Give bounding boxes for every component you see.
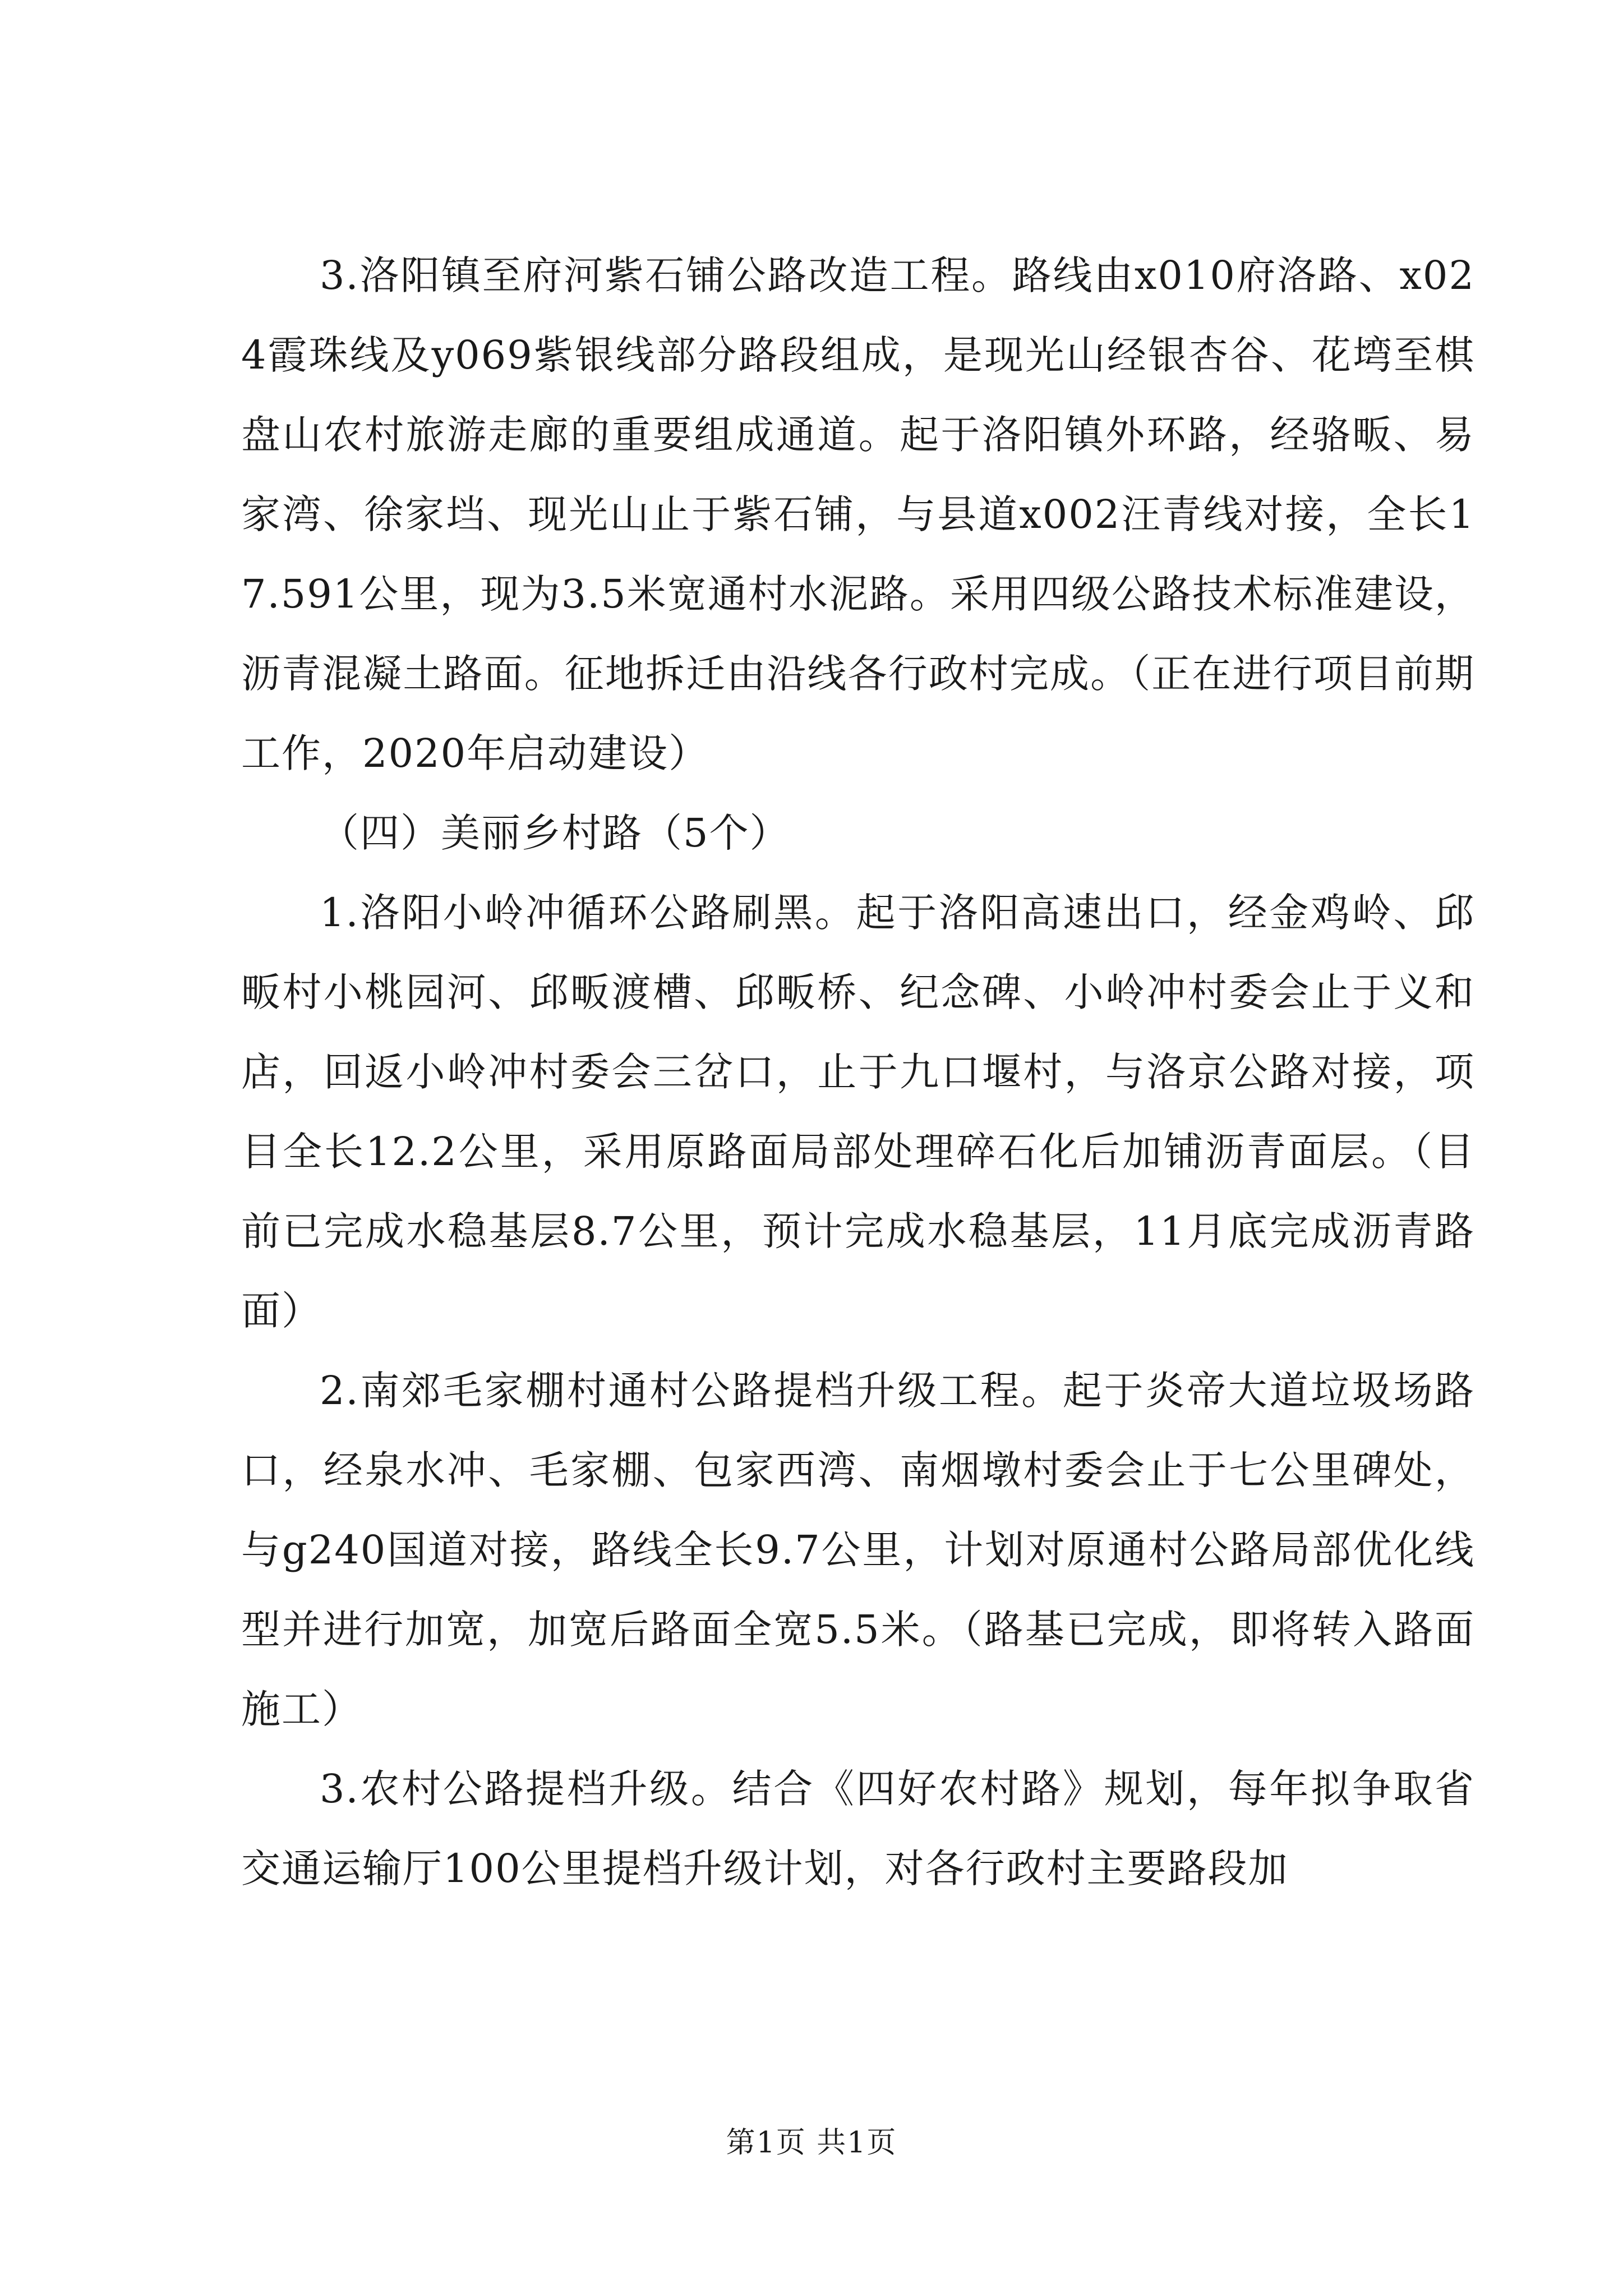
paragraph-village-project-3: 3.农村公路提档升级。结合《四好农村路》规划，每年拟争取省交通运输厅100公里提档升级计划，对各行政村主要路段加 (241, 1766, 1475, 1892)
section-heading-beautiful-village-roads: （四）美丽乡村路（5个） (320, 810, 790, 856)
paragraph-road-project-3: 3.洛阳镇至府河紫石铺公路改造工程。路线由x010府洛路、x024霞珠线及y069紫银线部分路段组成，是现光山经银杏谷、花塆至棋盘山农村旅游走廊的重要组成通道。起于洛阳镇外环路，经骆畈、易家湾、徐家垱、现光山止于紫石铺，与县道x002汪青线对接，全长17.591公里，现为3.5米宽通村水泥路。采用四级公路技术标准建设，沥青混凝土路面。征地拆迁由沿线各行政村完成。（正在进行项目前期工作，2020年启动建设） (241, 252, 1475, 776)
document-body (241, 236, 1475, 1908)
paragraph-village-project-1: 1.洛阳小岭冲循环公路刷黑。起于洛阳高速出口，经金鸡岭、邱畈村小桃园河、邱畈渡槽、邱畈桥、纪念碑、小岭冲村委会止于义和店，回返小岭冲村委会三岔口，止于九口堰村，与洛京公路对接，项目全长12.2公里，采用原路面局部处理碎石化后加铺沥青面层。（目前已完成水稳基层8.7公里，预计完成水稳基层，11月底完成沥青路面） (241, 890, 1475, 1334)
paragraph-village-project-2: 2.南郊毛家棚村通村公路提档升级工程。起于炎帝大道垃圾场路口，经泉水冲、毛家棚、包家西湾、南烟墩村委会止于七公里碑处，与g240国道对接，路线全长9.7公里，计划对原通村公路局部优化线型并进行加宽，加宽后路面全宽5.5米。（路基已完成，即将转入路面施工） (241, 1368, 1475, 1732)
page-footer: 第1页 共1页 (726, 2126, 897, 2160)
